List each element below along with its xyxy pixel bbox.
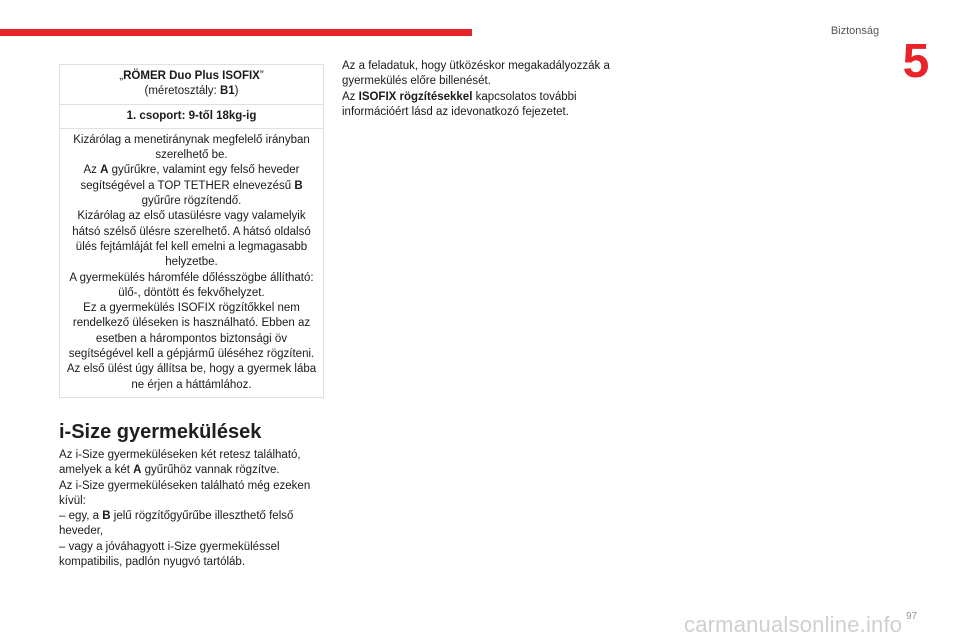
paragraph: Az a feladatuk, hogy ütközéskor megakadályozzák a gyermekülés előre billenését. <box>342 60 610 88</box>
weight-group: 1. csoport: 9-től 18kg-ig <box>60 105 323 129</box>
paragraph: Az i-Size gyermeküléseken található még ezeken kívül: <box>59 479 311 507</box>
watermark: carmanualsonline.info <box>684 612 903 637</box>
seat-name: „RÖMER Duo Plus ISOFIX” <box>119 70 264 82</box>
chapter-number: 5 <box>902 35 930 88</box>
desc-line: Kizárólag a menetiránynak megfelelő irányban szerelhető be. <box>73 133 310 162</box>
seat-description <box>60 129 323 397</box>
section-title: Biztonság <box>830 25 880 37</box>
header-accent-bar <box>0 29 472 36</box>
paragraph: Az ISOFIX rögzítésekkel kapcsolatos további információért lásd az idevonatkozó fejezetet. <box>342 90 577 118</box>
desc-line: Az A gyűrűkre, valamint egy felső heveder segítségével a TOP TETHER elnevezésű B gyűrűre rögzítendő. <box>80 164 303 208</box>
child-seat-table <box>59 64 324 398</box>
paragraph: Az i-Size gyermeküléseken két retesz található, amelyek a két A gyűrűhöz vannak rögzítve. <box>59 449 301 477</box>
list-item: – egy, a B jelű rögzítőgyűrűbe illeszthető felső heveder, <box>59 510 294 538</box>
right-column-text <box>342 59 610 120</box>
page-number: 97 <box>906 611 918 622</box>
size-class: (méretosztály: B1) <box>144 85 239 98</box>
desc-line: Kizárólag az első utasülésre vagy valamelyik hátsó szélső ülésre szerelhető. A hátsó oldalsó ülés fejtámláját fel kell emelni a legmagasabb helyzetbe. <box>72 210 311 269</box>
i-size-heading: i-Size gyermekülések <box>59 421 262 443</box>
i-size-text <box>59 448 327 570</box>
desc-line: Ez a gyermekülés ISOFIX rögzítőkkel nem rendelkező üléseken is használható. Ebben az esetben a hárompontos biztonsági öv segítségével kell a gépjármű üléséhez rögzíteni. Az első ülést úgy állítsa be, hogy a gyermek lába ne érjen a háttámlához. <box>66 302 317 391</box>
desc-line: A gyermekülés háromféle dőlésszögbe állítható: ülő-, döntött és fekvőhelyzet. <box>69 271 314 299</box>
seat-name-cell <box>60 65 323 105</box>
list-item: – vagy a jóváhagyott i-Size gyermeküléssel kompatibilis, padlón nyugvó tartóláb. <box>59 540 280 569</box>
